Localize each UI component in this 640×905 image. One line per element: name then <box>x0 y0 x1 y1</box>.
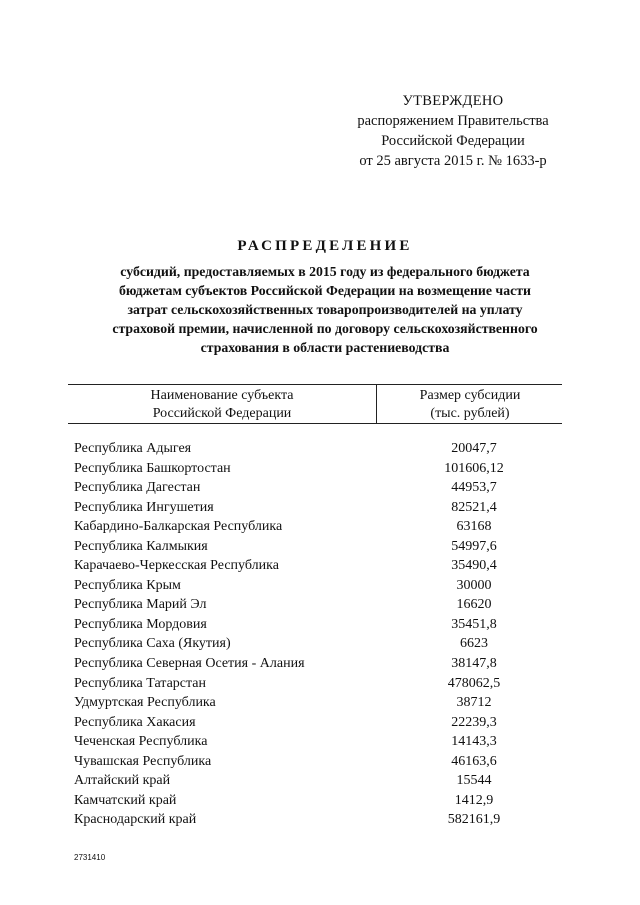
table-row <box>74 478 554 498</box>
region-name: Алтайский край <box>74 773 171 789</box>
column-header-size-line: Размер субсидии <box>419 388 521 403</box>
document-title: РАСПРЕДЕЛЕНИЕ <box>237 238 413 254</box>
column-header-size <box>378 387 562 423</box>
column-header-name-line: Наименование субъекта <box>150 388 294 403</box>
subtitle-line: субсидий, предоставляемых в 2015 году из федерального бюджета <box>120 264 530 279</box>
region-name: Краснодарский край <box>74 812 197 828</box>
region-name: Чувашская Республика <box>74 753 212 769</box>
table-row <box>74 556 554 576</box>
subsidy-value: 582161,9 <box>447 812 501 828</box>
subsidy-value: 6623 <box>460 636 488 652</box>
region-name: Республика Хакасия <box>74 714 196 730</box>
column-header-name-line: Российской Федерации <box>152 406 292 421</box>
approval-line-1: распоряжением Правительства <box>357 113 549 129</box>
table-row <box>74 517 554 537</box>
subtitle-line: страховой премии, начисленной по договору сельскохозяйственного <box>112 321 538 336</box>
column-divider <box>376 385 377 423</box>
subsidy-value: 38147,8 <box>451 656 497 672</box>
table-row <box>74 791 554 811</box>
subtitle-line: затрат сельскохозяйственных товаропроизводителей на уплату <box>127 302 523 317</box>
table-row <box>74 752 554 772</box>
region-name: Чеченская Республика <box>74 734 208 750</box>
table-row <box>74 654 554 674</box>
region-name: Республика Северная Осетия - Алания <box>74 656 305 672</box>
subsidy-value: 30000 <box>456 577 492 593</box>
subsidy-value: 1412,9 <box>454 792 494 808</box>
region-name: Республика Адыгея <box>74 441 192 456</box>
region-name: Республика Саха (Якутия) <box>74 636 231 652</box>
subsidy-value: 54997,6 <box>451 538 497 554</box>
subsidy-value: 101606,12 <box>444 460 504 476</box>
document-code: 2731410 <box>74 853 106 862</box>
table-row <box>74 713 554 733</box>
table-row <box>74 595 554 615</box>
table-row <box>74 732 554 752</box>
approval-line-3: от 25 августа 2015 г. № 1633-р <box>359 153 547 169</box>
subsidy-value: 46163,6 <box>451 753 497 769</box>
subtitle-line: бюджетам субъектов Российской Федерации на возмещение части <box>119 283 531 298</box>
approval-block <box>340 91 566 171</box>
region-name: Карачаево-Черкесская Республика <box>74 558 279 574</box>
table-header <box>68 384 562 424</box>
region-name: Республика Мордовия <box>74 616 207 632</box>
region-name: Удмуртская Республика <box>74 695 216 711</box>
table-row <box>74 537 554 557</box>
subsidy-value: 35490,4 <box>451 558 497 574</box>
table-row <box>74 439 554 459</box>
subsidy-value: 14143,3 <box>451 734 497 750</box>
region-name: Камчатский край <box>74 792 177 808</box>
table-row <box>74 459 554 479</box>
subsidy-value: 35451,8 <box>451 616 497 632</box>
subsidy-value: 82521,4 <box>451 499 497 515</box>
region-name: Республика Башкортостан <box>74 460 231 476</box>
table-row <box>74 498 554 518</box>
table-row <box>74 634 554 654</box>
document-subtitle <box>70 262 580 357</box>
table-row <box>74 810 554 830</box>
subsidy-value: 44953,7 <box>451 480 497 496</box>
table-row <box>74 693 554 713</box>
approval-stamp: УТВЕРЖДЕНО <box>402 93 504 109</box>
subtitle-line: страхования в области растениеводства <box>200 340 450 355</box>
region-name: Республика Ингушетия <box>74 499 214 515</box>
region-name: Кабардино-Балкарская Республика <box>74 519 283 535</box>
region-name: Республика Марий Эл <box>74 597 207 613</box>
table-row <box>74 674 554 694</box>
subsidy-value: 22239,3 <box>451 714 497 730</box>
approval-line-2: Российской Федерации <box>381 133 525 149</box>
table-body <box>74 439 554 830</box>
subsidy-value: 16620 <box>456 597 492 613</box>
subsidy-value: 478062,5 <box>447 675 501 691</box>
region-name: Республика Калмыкия <box>74 538 208 554</box>
table-row <box>74 615 554 635</box>
region-name: Республика Дагестан <box>74 480 201 496</box>
table-row <box>74 576 554 596</box>
subsidy-value: 20047,7 <box>451 441 497 456</box>
region-name: Республика Татарстан <box>74 675 207 691</box>
column-header-size-line: (тыс. рублей) <box>430 406 510 421</box>
column-header-name <box>68 387 376 423</box>
subsidy-value: 15544 <box>456 773 492 789</box>
subsidy-value: 63168 <box>456 519 492 535</box>
subsidy-value: 38712 <box>456 695 492 711</box>
region-name: Республика Крым <box>74 577 181 593</box>
table-row <box>74 771 554 791</box>
